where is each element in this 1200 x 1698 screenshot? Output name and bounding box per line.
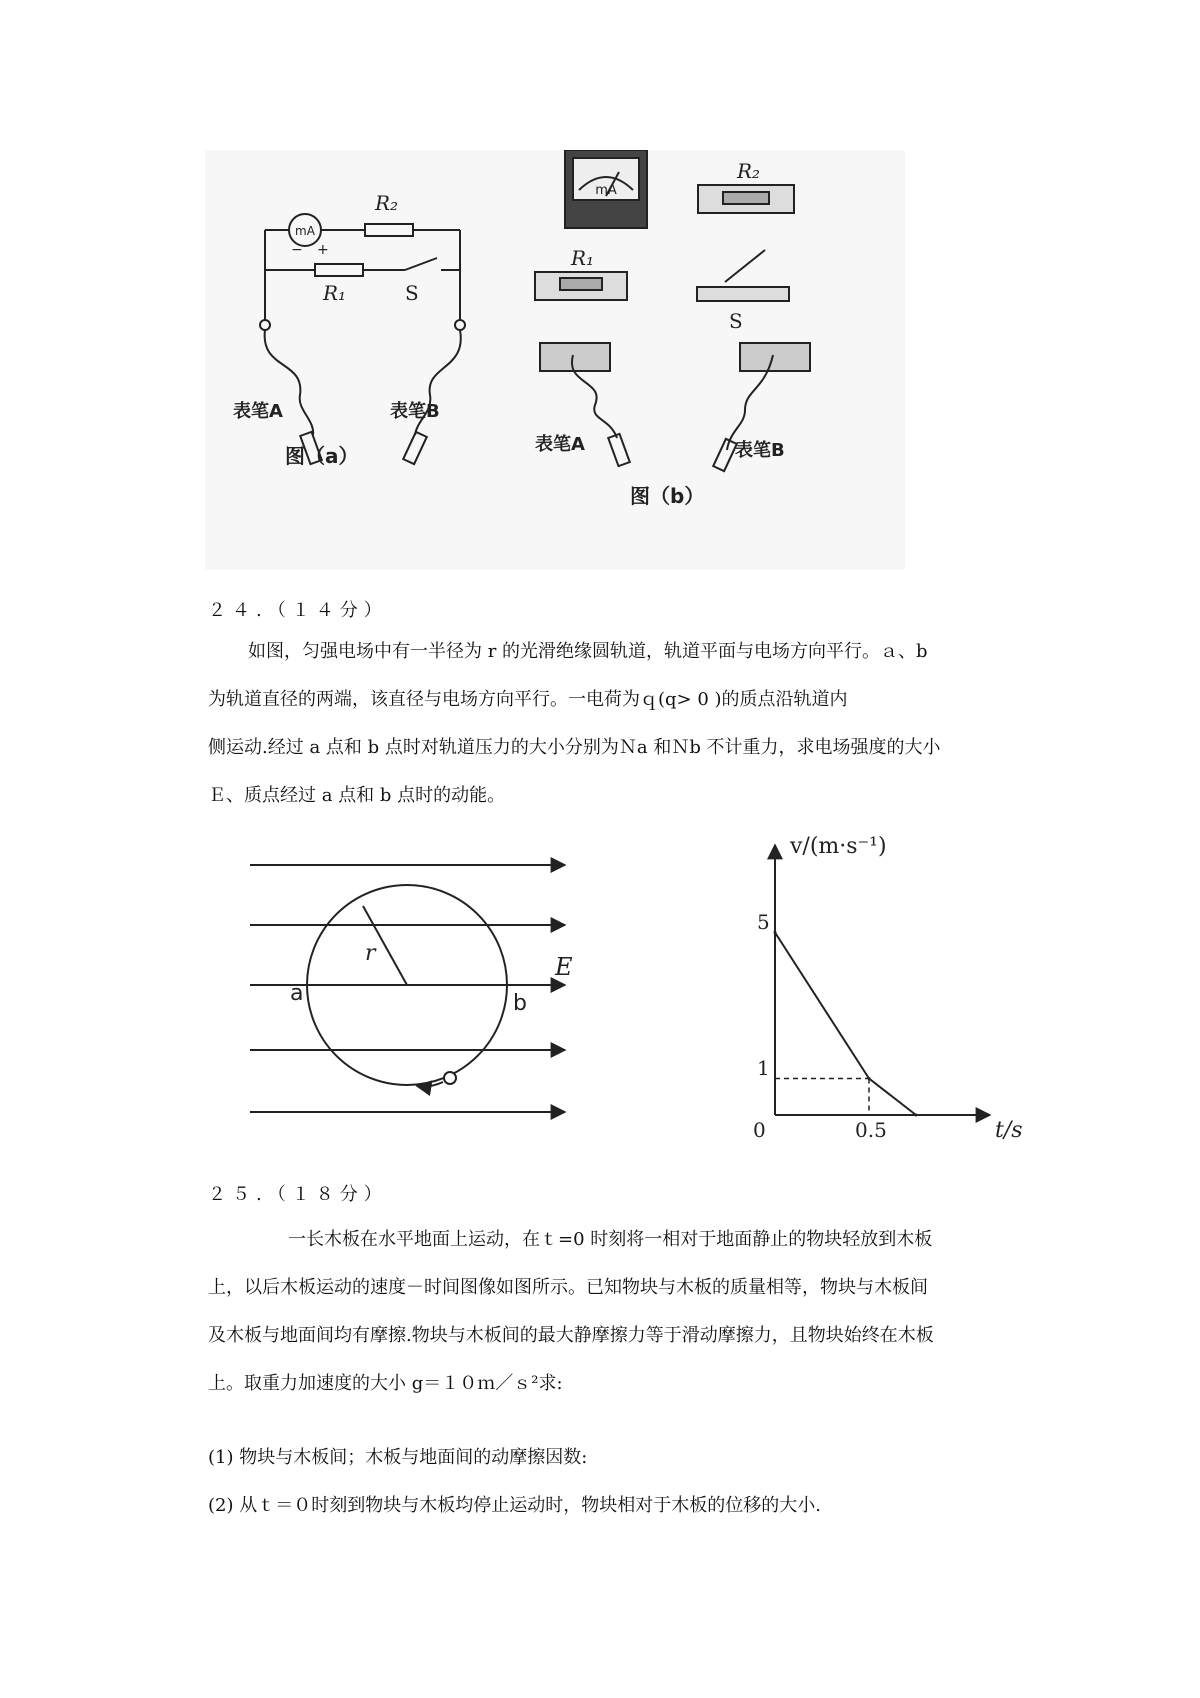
terminal-b-device-icon bbox=[740, 343, 810, 371]
q24-line: 为轨道直径的两端，该直径与电场方向平行。一电荷为ｑ(q> 0 )的质点沿轨道内 bbox=[208, 689, 848, 710]
field-figure bbox=[245, 850, 595, 1135]
caption-b: 图（b） bbox=[630, 484, 705, 508]
caption-a: 图（a） bbox=[285, 444, 359, 468]
r1-label: R₁ bbox=[323, 281, 347, 305]
velocity-point bbox=[868, 1077, 871, 1080]
y-axis-label: v/(m·s⁻¹) bbox=[790, 835, 887, 859]
device-meter-label: mA bbox=[595, 183, 617, 198]
charged-particle-icon bbox=[444, 1072, 456, 1084]
point-a-label: a bbox=[290, 981, 304, 1006]
velocity-point bbox=[915, 1114, 918, 1117]
x-tick-0-5: 0.5 bbox=[855, 1118, 887, 1142]
device-r2-label: R₂ bbox=[737, 159, 761, 183]
terminal-a-device-icon bbox=[540, 343, 610, 371]
meter-minus: − bbox=[291, 242, 303, 258]
q25-line: 上，以后木板运动的速度－时间图像如图所示。已知物块与木板的质量相等，物块与木板间 bbox=[208, 1277, 928, 1298]
velocity-time-graph bbox=[745, 835, 1050, 1145]
velocity-segment bbox=[775, 933, 869, 1079]
device-switch-label: S bbox=[729, 309, 743, 333]
q24-line: 侧运动.经过 a 点和 b 点时对轨道压力的大小分别为Ｎa 和Ｎb 不计重力，求电场强度的大小 bbox=[208, 737, 941, 758]
r2-label: R₂ bbox=[375, 191, 399, 215]
velocity-point bbox=[774, 931, 777, 934]
origin-label: 0 bbox=[753, 1118, 766, 1142]
field-label: E bbox=[555, 953, 573, 981]
q24-line: 如图，匀强电场中有一半径为 r 的光滑绝缘圆轨道，轨道平面与电场方向平行。ａ、b bbox=[248, 641, 928, 662]
switch-device-icon bbox=[697, 287, 789, 301]
q25-header: ２５.（１８分） bbox=[208, 1184, 388, 1205]
radius-label: r bbox=[365, 941, 376, 966]
x-axis-label: t/s bbox=[995, 1118, 1023, 1143]
velocity-segment bbox=[869, 1079, 916, 1116]
circuit-figure bbox=[205, 150, 905, 570]
q24-header: ２４.（１４分） bbox=[208, 600, 388, 621]
q25-item-2: (2) 从ｔ＝０时刻到物块与木板均停止运动时，物块相对于木板的位移的大小. bbox=[208, 1495, 821, 1516]
point-b-label: b bbox=[513, 991, 527, 1016]
y-tick-5: 5 bbox=[757, 910, 770, 934]
q24-line: Ｅ、质点经过 a 点和 b 点时的动能。 bbox=[208, 785, 506, 806]
y-tick-1: 1 bbox=[757, 1056, 770, 1080]
q25-line: 及木板与地面间均有摩擦.物块与木板间的最大静摩擦力等于滑动摩擦力，且物块始终在木板 bbox=[208, 1325, 934, 1346]
probe-b-label: 表笔B bbox=[390, 401, 440, 422]
q25-line: 上。取重力加速度的大小 g＝１０ｍ／ｓ²求: bbox=[208, 1373, 563, 1394]
device-probe-a-label: 表笔A bbox=[535, 434, 585, 455]
device-r1-label: R₁ bbox=[571, 246, 595, 270]
device-probe-b-label: 表笔B bbox=[735, 440, 785, 461]
meter-label: mA bbox=[295, 224, 315, 238]
meter-plus: + bbox=[317, 242, 329, 258]
q25-line: 一长木板在水平地面上运动，在ｔ=0 时刻将一相对于地面静止的物块轻放到木板 bbox=[288, 1229, 933, 1250]
switch-label: S bbox=[405, 281, 419, 305]
probe-a-label: 表笔A bbox=[233, 401, 283, 422]
q25-item-1: (1) 物块与木板间；木板与地面间的动摩擦因数: bbox=[208, 1447, 588, 1468]
